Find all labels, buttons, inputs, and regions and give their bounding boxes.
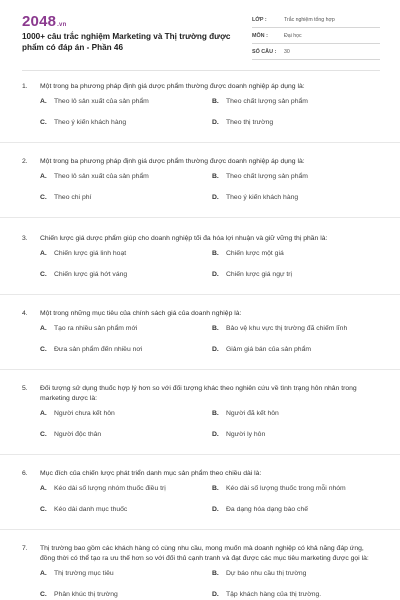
option-letter: C.: [40, 506, 47, 513]
option-letter: C.: [40, 346, 47, 353]
header-divider: [22, 70, 380, 71]
question-item: [0, 369, 400, 454]
option-text: Theo chất lượng sản phẩm: [226, 98, 308, 105]
option-text: Thị trường mục tiêu: [54, 570, 114, 577]
answer-option[interactable]: [40, 325, 212, 346]
question-item: [0, 78, 400, 142]
option-text: Kéo dài số lượng nhóm thuốc điều trị: [54, 485, 166, 492]
question-header: [22, 305, 378, 319]
answer-option[interactable]: [212, 431, 384, 452]
info-row-subject: [252, 29, 380, 44]
answer-options: [22, 485, 378, 527]
question-number: 5.: [22, 385, 28, 392]
option-text: Phân khúc thị trường: [54, 591, 118, 598]
question-number: 7.: [22, 545, 28, 552]
question-number: 4.: [22, 310, 28, 317]
option-letter: A.: [40, 485, 47, 492]
option-letter: A.: [40, 98, 47, 105]
option-letter: C.: [40, 119, 47, 126]
logo-suffix: .vn: [57, 22, 67, 28]
question-text: Một trong ba phương pháp định giá dược phẩm thường được doanh nghiệp áp dụng là:: [40, 83, 305, 90]
option-text: Theo lô sản xuất của sản phẩm: [54, 98, 149, 105]
question-item: [0, 529, 400, 600]
option-letter: B.: [212, 250, 219, 257]
question-text: Một trong ba phương pháp định giá dược phẩm thường được doanh nghiệp áp dụng là:: [40, 158, 305, 165]
answer-option[interactable]: [40, 506, 212, 527]
answer-option[interactable]: [40, 346, 212, 367]
option-text: Dự báo nhu cầu thị trường: [226, 570, 307, 577]
info-row-count: [252, 45, 380, 60]
option-text: Người đã kết hôn: [226, 410, 279, 417]
answer-option[interactable]: [40, 271, 212, 292]
answer-option[interactable]: [40, 250, 212, 271]
answer-options: [22, 173, 378, 215]
option-text: Người độc thân: [54, 431, 102, 438]
info-label: MÔN :: [252, 33, 268, 39]
option-text: Theo chất lượng sản phẩm: [226, 173, 308, 180]
option-text: Kéo dài danh mục thuốc: [54, 506, 128, 513]
answer-option[interactable]: [40, 194, 212, 215]
option-text: Người chưa kết hôn: [54, 410, 115, 417]
option-text: Kéo dài số lượng thuốc trong mỗi nhóm: [226, 485, 346, 492]
answer-option[interactable]: [212, 173, 384, 194]
option-letter: A.: [40, 570, 47, 577]
option-text: Theo ý kiến khách hàng: [226, 194, 299, 201]
option-letter: D.: [212, 506, 219, 513]
question-header: [22, 230, 378, 244]
option-text: Người ly hôn: [226, 431, 266, 438]
info-table: [252, 13, 380, 60]
answer-option[interactable]: [40, 591, 212, 600]
info-row-class: [252, 13, 380, 28]
answer-options: [22, 325, 378, 367]
option-letter: D.: [212, 591, 219, 598]
option-letter: C.: [40, 271, 47, 278]
document-title: 1000+ câu trắc nghiệm Marketing và Thị trường được phẩm có đáp án - Phần 46: [22, 32, 231, 52]
option-letter: B.: [212, 325, 219, 332]
answer-option[interactable]: [40, 119, 212, 140]
option-letter: C.: [40, 194, 47, 201]
answer-option[interactable]: [212, 346, 384, 367]
question-item: [0, 217, 400, 294]
option-letter: B.: [212, 173, 219, 180]
question-header: [22, 153, 378, 167]
answer-option[interactable]: [212, 119, 384, 140]
question-item: [0, 454, 400, 529]
question-text: Một trong những mục tiêu của chính sách giá của doanh nghiệp là:: [40, 310, 242, 317]
option-letter: A.: [40, 410, 47, 417]
answer-option[interactable]: [40, 485, 212, 506]
option-text: Giảm giá bán của sản phẩm: [226, 346, 312, 353]
option-letter: A.: [40, 173, 47, 180]
option-text: Đa dạng hóa dạng bào chế: [226, 506, 309, 513]
question-number: 2.: [22, 158, 28, 165]
option-text: Chiến lược giá ngự trị: [226, 271, 293, 278]
option-text: Tập khách hàng của thị trường.: [226, 591, 322, 598]
option-letter: D.: [212, 346, 219, 353]
question-header: [22, 78, 378, 92]
question-item: [0, 294, 400, 369]
question-item: [0, 142, 400, 217]
option-letter: C.: [40, 431, 47, 438]
info-value: 30: [284, 49, 290, 55]
answer-option[interactable]: [40, 98, 212, 119]
answer-option[interactable]: [212, 570, 384, 591]
answer-options: [22, 570, 378, 600]
answer-option[interactable]: [212, 485, 384, 506]
option-letter: A.: [40, 325, 47, 332]
question-header: [22, 465, 378, 479]
option-text: Tạo ra nhiều sản phẩm mới: [54, 325, 138, 332]
answer-option[interactable]: [212, 271, 384, 292]
option-letter: B.: [212, 98, 219, 105]
answer-options: [22, 98, 378, 140]
answer-options: [22, 410, 378, 452]
info-label: LỚP :: [252, 17, 267, 23]
question-number: 6.: [22, 470, 28, 477]
question-number: 3.: [22, 235, 28, 242]
answer-option[interactable]: [40, 173, 212, 194]
option-letter: B.: [212, 410, 219, 417]
option-text: Bảo vệ khu vực thị trường đã chiếm lĩnh: [226, 325, 348, 332]
option-letter: D.: [212, 271, 219, 278]
option-letter: A.: [40, 250, 47, 257]
document-header: [0, 0, 400, 70]
option-text: Đưa sản phẩm đến nhiều nơi: [54, 346, 143, 353]
answer-option[interactable]: [212, 410, 384, 431]
site-logo[interactable]: [22, 13, 66, 30]
answer-option[interactable]: [212, 98, 384, 119]
question-header: [22, 380, 378, 404]
answer-option[interactable]: [212, 591, 384, 600]
answer-option[interactable]: [40, 570, 212, 591]
option-letter: D.: [212, 194, 219, 201]
answer-option[interactable]: [40, 410, 212, 431]
option-text: Chiến lược giá linh hoạt: [54, 250, 127, 257]
question-header: [22, 540, 378, 564]
info-value: Đại học: [284, 33, 302, 39]
option-text: Chiến lược giá hớt váng: [54, 271, 128, 278]
option-text: Theo chi phí: [54, 194, 92, 201]
answer-option[interactable]: [212, 194, 384, 215]
option-letter: D.: [212, 119, 219, 126]
info-value: Trắc nghiệm tổng hợp: [284, 17, 335, 23]
option-text: Chiến lược một giá: [226, 250, 284, 257]
question-text: Mục đích của chiến lược phát triển danh mục sản phẩm theo chiều dài là:: [40, 470, 262, 477]
question-number: 1.: [22, 83, 28, 90]
option-letter: C.: [40, 591, 47, 598]
option-letter: B.: [212, 485, 219, 492]
question-list: [0, 78, 400, 600]
option-text: Theo thị trường: [226, 119, 274, 126]
question-text: Chiến lược giá dược phẩm giúp cho doanh nghiệp tối đa hóa lợi nhuận và giữ vững thị phần là:: [40, 235, 328, 242]
logo-text: 2048: [22, 13, 57, 30]
question-text: Đối tượng sử dụng thuốc hợp lý hơn so với đối tượng khác theo nghiên cứu về tình trạng hôn nhân trong marketing dược là:: [40, 385, 357, 402]
option-letter: B.: [212, 570, 219, 577]
answer-option[interactable]: [40, 431, 212, 452]
answer-option[interactable]: [212, 250, 384, 271]
option-text: Theo ý kiến khách hàng: [54, 119, 127, 126]
info-label: SỐ CÂU :: [252, 49, 277, 55]
question-text: Thị trường bao gồm các khách hàng có cùng nhu cầu, mong muốn mà doanh nghiệp có khả năng đáp ứng, đồng thời có thể tạo ra ưu thế hơn so với đối thủ cạnh tranh và đạt được các mục tiêu marketing được gọi là:: [40, 545, 369, 562]
answer-option[interactable]: [212, 506, 384, 527]
option-text: Theo lô sản xuất của sản phẩm: [54, 173, 149, 180]
answer-option[interactable]: [212, 325, 384, 346]
option-letter: D.: [212, 431, 219, 438]
answer-options: [22, 250, 378, 292]
